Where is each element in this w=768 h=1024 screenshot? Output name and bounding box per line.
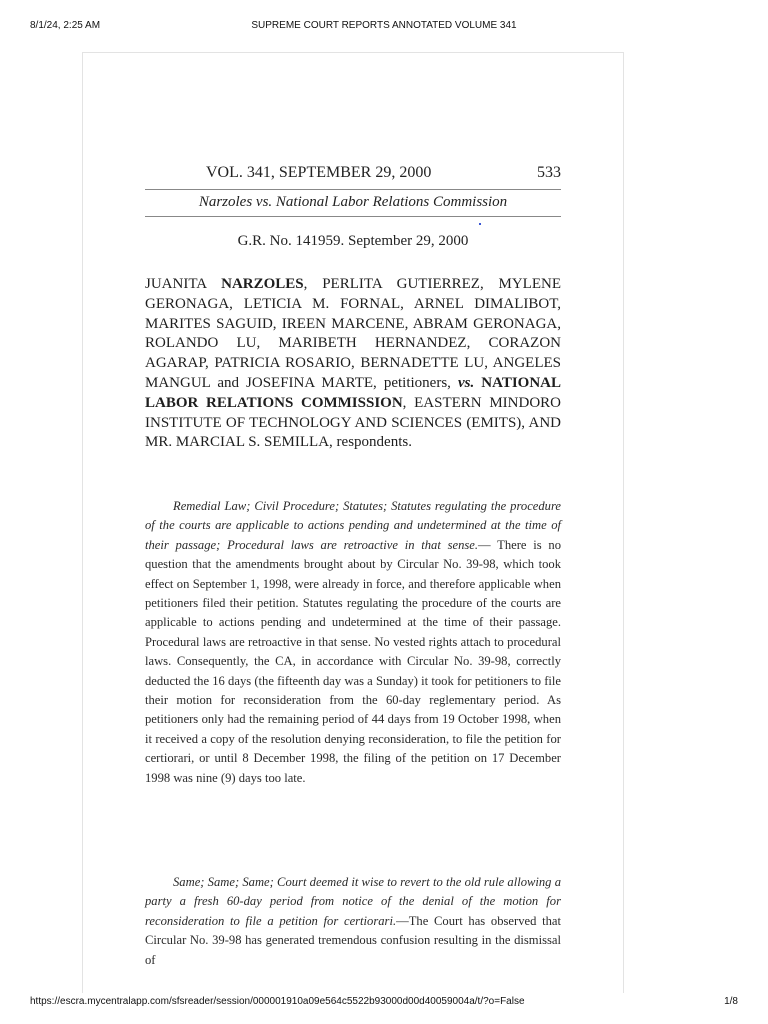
print-document-title: SUPREME COURT REPORTS ANNOTATED VOLUME 341 bbox=[251, 20, 517, 31]
gr-number: G.R. No. 141959. September 29, 2000 bbox=[237, 233, 469, 249]
parties-text-2: , PERLITA GUTIERREZ, MYLENE GERONAGA, LETICIA M. FORNAL, ARNEL DIMALIBOT, MARITES SAGUID, IREEN MARCENE, ABRAM GERONAGA, ROLANDO LU, MARIBETH HERNANDEZ, CORAZON AGARAP, PATRICIA ROSARIO, BERNADETTE LU, ANGELES MANGUL and JOSEFINA MARTE, petitioners, bbox=[145, 276, 561, 391]
case-parties bbox=[145, 275, 561, 453]
volume-line: VOL. 341, SEPTEMBER 29, 2000 bbox=[206, 164, 432, 181]
syllabus-1-heading: Remedial Law; Civil Procedure; Statutes; Statutes regulating the procedure of the courts are applicable to actions pending and undetermined at the time of their passage; Procedural laws are retroactive in that sense. bbox=[145, 499, 561, 552]
syllabus-2-heading: Same; Same; Same; Court deemed it wise to revert to the old rule allowing a party a fresh 60-day period from notice of the denial of the motion for reconsideration to file a petition for certiorari. bbox=[145, 875, 561, 928]
parties-text-3: , EASTERN MINDORO INSTITUTE OF TECHNOLOGY AND SCIENCES (EMITS), AND MR. MARCIAL S. SEMILLA, respondents. bbox=[145, 394, 561, 451]
syllabus-2-body: —The Court has observed that Circular No. 39-98 has generated tremendous confusion resulting in the dismissal of bbox=[145, 913, 561, 967]
parties-text-1: JUANITA bbox=[145, 276, 222, 292]
parties-versus: vs. bbox=[457, 374, 475, 391]
print-url: https://escra.mycentralapp.com/sfsreader/session/000001910a09e564c5522b93000d00d40059004a/t/?o=False bbox=[30, 996, 525, 1007]
header-rule-bottom bbox=[145, 216, 561, 217]
page-number: 533 bbox=[537, 164, 561, 181]
syllabus-paragraph-2 bbox=[145, 873, 561, 970]
case-short-title: Narzoles vs. National Labor Relations Commission bbox=[198, 194, 508, 210]
print-footer bbox=[0, 988, 768, 1024]
syllabus-1-body: — There is no question that the amendments brought about by Circular No. 39-98, which took effect on September 1, 1998, were already in force, and therefore applicable when petitioners filed their petition. Statutes regulating the procedure of the courts are applicable to actions pending and undetermined at the time of their passage. Procedural laws are retroactive in that sense. No vested rights attach to procedural laws. Consequently, the CA, in accordance with Circular No. 39-98, correctly deducted the 16 days (the fifteenth day was a Sunday) it took for petitioners to file their motion for reconsideration from the 60-day reglementary period. As petitioners only had the remaining period of 44 days from 19 October 1998, when it received a copy of the resolution denying reconsideration, to file the petition for certiorari, or until 8 December 1998, the filing of the petition on 17 December 1998 was nine (9) days too late. bbox=[145, 537, 561, 785]
print-page-indicator: 1/8 bbox=[724, 996, 738, 1007]
document-page bbox=[82, 52, 624, 993]
running-head bbox=[145, 161, 561, 185]
blue-dot-mark bbox=[479, 223, 481, 225]
syllabus-paragraph-1 bbox=[145, 497, 561, 788]
parties-bold-respondent: NATIONAL LABOR RELATIONS COMMISSION bbox=[145, 374, 562, 411]
print-datetime: 8/1/24, 2:25 AM bbox=[30, 20, 101, 31]
parties-bold-petitioner: NARZOLES bbox=[221, 276, 304, 292]
print-header bbox=[0, 0, 768, 40]
